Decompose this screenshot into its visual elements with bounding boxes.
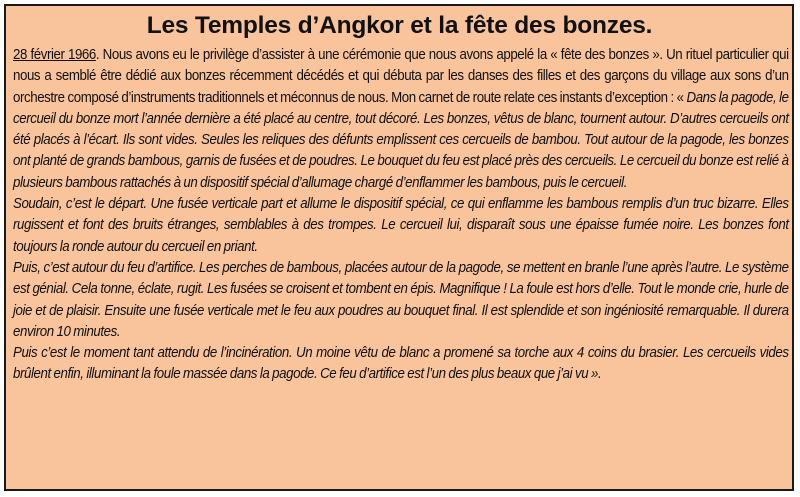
intro-paragraph <box>13 45 789 194</box>
document-body <box>13 45 789 386</box>
document-title: Les Temples d’Angkor et la fête des bonzes. <box>146 12 653 39</box>
intro-text: . Nous avons eu le privilège d’assister à une cérémonie que nous avons appelé la « fête des bonzes ». Un rituel particulier qui nous a semblé être dédié aux bonzes récemment décédés et qui débuta par les danses des filles et des garçons du village aux sons d’un orchestre composé d’instruments traditionnels et méconnus de nous. Mon carnet de route relate ces instants d’exception : « <box>13 47 789 106</box>
journal-paragraph-2: Soudain, c’est le départ. Une fusée verticale part et allume le dispositif spécial, ce qui enflamme les bambous remplis d’un truc bizarre. Elles rugissent et font des bruits étranges, semblables à des trompes. Le cercueil lui, disparaît sous une épaisse fumée noire. Les bonzes font toujours la ronde autour du cercueil en priant. <box>13 196 789 255</box>
journal-paragraph-1: Dans la pagode, le cercueil du bonze mort l’année dernière a été placé au centre, tout décoré. Les bonzes, vêtus de blanc, tournent autour. D’autres cercueils ont été placés à l’écart. Ils sont vides. Seules les reliques des défunts emplissent ces cercueils de bambou. Tout autour de la pagode, les bonzes ont planté de grands bambous, garnis de fusées et de poudres. Le bouquet du feu est placé près des cercueils. Le cercueil du bonze est relié à plusieurs bambous rattachés à un dispositif spécial d’allumage chargé d’enflammer les bambous, puis le cercueil. <box>13 89 789 191</box>
document-panel <box>4 4 794 491</box>
journal-paragraph-3: Puis, c’est autour du feu d’artifice. Les perches de bambous, placées autour de la pagode, se mettent en branle l’une après l’autre. Le système est génial. Cela tonne, éclate, rugit. Les fusées se croisent et tombent en épis. Magnifique ! La foule est hors d’elle. Tout le monde crie, hurle de joie et de plaisir. Ensuite une fusée verticale met le feu aux poudres au bouquet final. Il est splendide et son ingéniosité remarquable. Il durera environ 10 minutes. <box>13 259 789 340</box>
entry-date: 28 février 1966 <box>13 47 96 63</box>
journal-paragraph-4: Puis c’est le moment tant attendu de l’incinération. Un moine vêtu de blanc a promené sa torche aux 4 coins du brasier. Les cercueils vides brûlent enfin, illuminant la foule massée dans la pagode. Ce feu d’artifice est l’un des plus beaux que j’ai vu ». <box>13 345 789 383</box>
